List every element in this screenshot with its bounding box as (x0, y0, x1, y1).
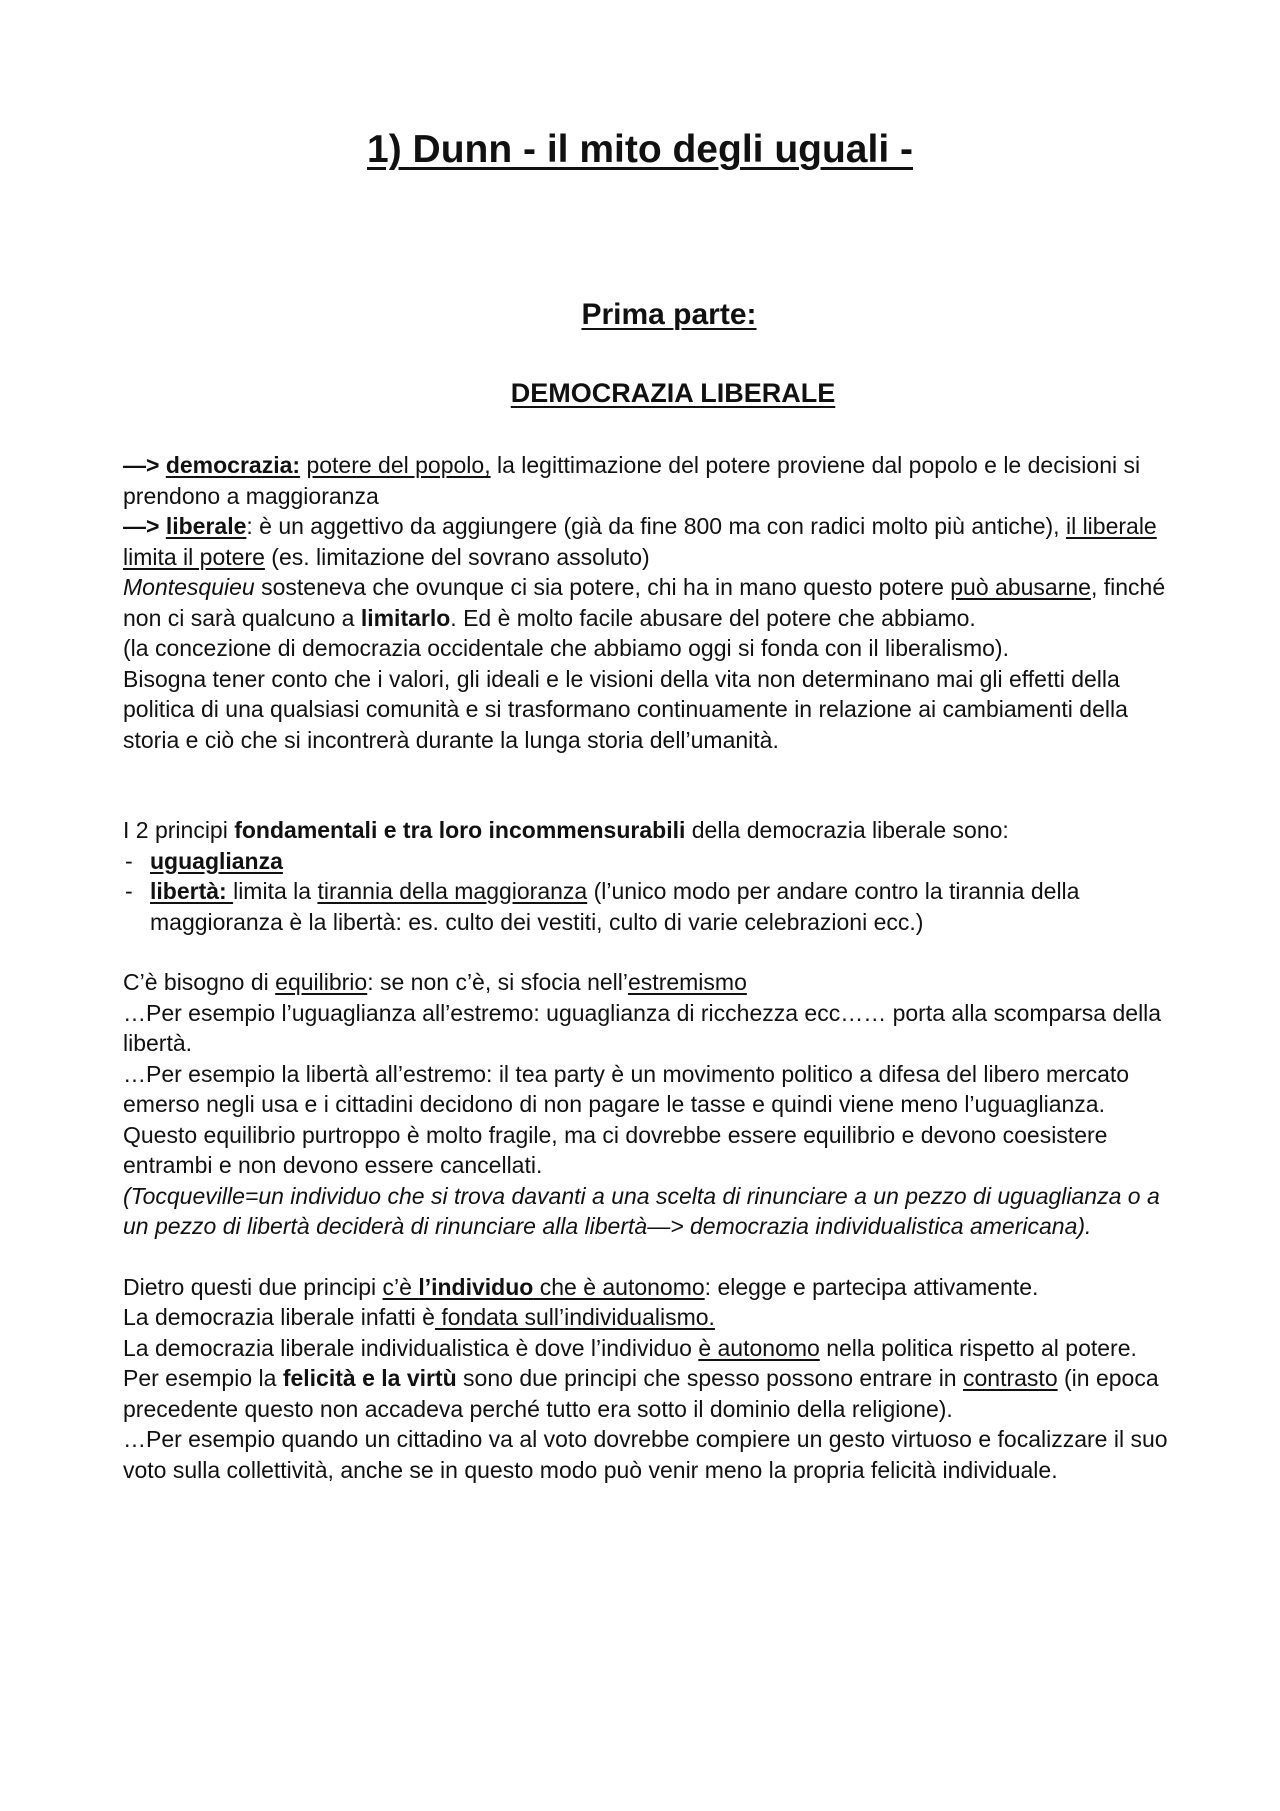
paragraph-montesquieu (123, 572, 1183, 633)
bold-text: fondamentali e tra loro incommensurabili (234, 817, 686, 843)
part-heading: Prima parte: (581, 298, 757, 331)
text: La democrazia liberale infatti è (123, 1304, 435, 1330)
list-item (123, 846, 1183, 877)
paragraph-equilibrio (123, 967, 1183, 998)
dash-bullet: - (125, 847, 133, 874)
bold-text: limitarlo (360, 604, 451, 631)
paragraph-autonomia (123, 1333, 1183, 1364)
text: sono due principi che spesso possono entrare in (456, 1365, 963, 1391)
term-liberta: libertà: (150, 878, 234, 904)
underlined-text: estremismo (628, 969, 747, 995)
text: nella politica rispetto al potere. (819, 1334, 1137, 1361)
principles-list (123, 846, 1183, 938)
underlined-text: contrasto (963, 1365, 1058, 1391)
text: La democrazia liberale individualistica è dove l’individuo (123, 1334, 699, 1361)
paragraph-individuo (123, 1272, 1183, 1303)
paragraph-liberale (123, 511, 1183, 572)
underlined-text: tirannia della maggioranza (317, 878, 588, 904)
term-uguaglianza: uguaglianza (150, 847, 283, 874)
text: la legittimazione del potere proviene dal popolo e le decisioni si prendono a maggioranza (123, 452, 1141, 509)
text: limita la (233, 878, 318, 904)
paragraph-democrazia (123, 450, 1183, 511)
list-item (123, 876, 1183, 937)
underlined-text: c’è (382, 1273, 412, 1300)
document-body (123, 450, 1183, 1485)
term-individuo: l’individuo (418, 1273, 534, 1300)
underlined-text: equilibrio (275, 969, 368, 995)
text: sosteneva che ovunque ci sia potere, chi ha in mano questo potere (254, 574, 951, 600)
paragraph-esempio-uguaglianza: …Per esempio l’uguaglianza all’estremo: uguaglianza di ricchezza ecc…… porta alla scomparsa della libertà. (123, 999, 1162, 1056)
term-liberale: liberale (165, 513, 247, 539)
document-title: 1) Dunn - il mito degli uguali - (367, 128, 913, 171)
paragraph-equilibrio-fragile: Questo equilibrio purtroppo è molto fragile, ma ci dovrebbe essere equilibrio e devono coesistere entrambi e non devono essere cancellati. (123, 1121, 1108, 1178)
text: C’è bisogno di (123, 969, 276, 995)
dash-bullet: - (125, 878, 133, 904)
text: (in epoca precedente questo non accadeva perché tutto era sotto il dominio della religione). (123, 1365, 1159, 1422)
underlined-text: fondata sull’individualismo. (434, 1304, 715, 1330)
paragraph-concezione: (la concezione di democrazia occidentale che abbiamo oggi si fonda con il liberalismo). (123, 635, 1009, 661)
arrow-mark: —> (123, 513, 160, 539)
paragraph-esempio-liberta: …Per esempio la libertà all’estremo: il tea party è un movimento politico a difesa del libero mercato emerso negli usa e i cittadini decidono di non pagare le tasse e quindi viene meno l’uguaglianza. (123, 1060, 1130, 1117)
underlined-text: è autonomo (698, 1334, 820, 1361)
paragraph-tocqueville: (Tocqueville=un individuo che si trova davanti a una scelta di rinunciare a un pezzo di uguaglianza o a un pezzo di libertà deciderà di rinunciare alla libertà—> democrazia individualistica americana). (123, 1182, 1160, 1239)
text: , finché non ci sarà qualcuno a (123, 574, 1166, 631)
text: Dietro questi due principi (123, 1273, 383, 1300)
arrow-mark: —> (123, 452, 160, 478)
text: della democrazia liberale sono: (685, 817, 1009, 843)
text: I 2 principi (123, 817, 235, 843)
text: (es. limitazione del sovrano assoluto) (264, 543, 650, 570)
section-heading: DEMOCRAZIA LIBERALE (510, 378, 836, 408)
underlined-text: che è autonomo (533, 1273, 705, 1300)
text: : se non c’è, si sfocia nell’ (367, 969, 629, 995)
paragraph-principi (123, 815, 1183, 846)
paragraph-individualismo (123, 1302, 1183, 1333)
text: : elegge e partecipa attivamente. (704, 1273, 1039, 1300)
spacer (123, 1242, 1183, 1272)
bold-text: felicità e la virtù (282, 1365, 457, 1391)
definition-democrazia: potere del popolo, (306, 452, 491, 478)
paragraph-valori: Bisogna tener conto che i valori, gli ideali e le visioni della vita non determinano mai gli effetti della politica di una qualsiasi comunità e si trasformano continuamente in relazione ai cambiamenti della storia e ciò che si incontrerà durante la lunga storia dell’umanità. (123, 665, 1128, 753)
text: . Ed è molto facile abusare del potere che abbiamo. (450, 604, 976, 631)
author-name: Montesquieu (123, 574, 255, 600)
text: (l’unico modo per andare contro la tirannia della maggioranza è la libertà: es. culto dei vestiti, culto di varie celebrazioni ecc.) (150, 878, 1080, 935)
underlined-text: può abusarne (950, 574, 1091, 600)
paragraph-felicita-virtu (123, 1363, 1183, 1424)
paragraph-voto: …Per esempio quando un cittadino va al voto dovrebbe compiere un gesto virtuoso e focalizzare il suo voto sulla collettività, anche se in questo modo può venir meno la propria felicità individuale. (123, 1426, 1168, 1483)
spacer (123, 937, 1183, 967)
text: : è un aggettivo da aggiungere (già da fine 800 ma con radici molto più antiche), (246, 513, 1066, 539)
term-democrazia: democrazia: (165, 452, 301, 478)
text: Per esempio la (123, 1365, 283, 1391)
spacer (123, 755, 1183, 815)
underlined-text: il liberale limita il potere (123, 513, 1157, 570)
